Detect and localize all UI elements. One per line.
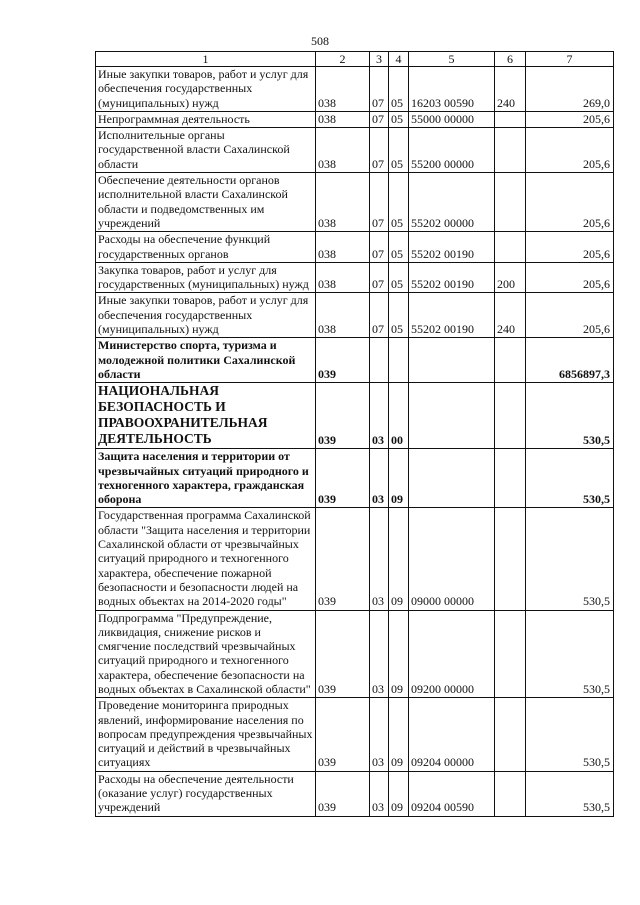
row-name-cell: Исполнительные органы государственной власти Сахалинской области bbox=[96, 128, 316, 173]
expense-type-cell bbox=[495, 508, 526, 610]
subsection-code-cell: 05 bbox=[389, 173, 409, 232]
table-row bbox=[96, 771, 614, 816]
amount-cell: 205,6 bbox=[526, 232, 614, 263]
amount-cell: 205,6 bbox=[526, 128, 614, 173]
subsection-code-cell: 05 bbox=[389, 232, 409, 263]
target-article-cell bbox=[409, 338, 495, 383]
subsection-code-cell: 09 bbox=[389, 508, 409, 610]
table-row bbox=[96, 698, 614, 771]
expense-type-cell: 200 bbox=[495, 262, 526, 293]
ministry-code-cell: 039 bbox=[316, 610, 370, 698]
column-header: 3 bbox=[370, 52, 389, 67]
expense-type-cell bbox=[495, 338, 526, 383]
amount-cell: 530,5 bbox=[526, 383, 614, 449]
amount-cell: 530,5 bbox=[526, 508, 614, 610]
column-header: 5 bbox=[409, 52, 495, 67]
section-code-cell: 03 bbox=[370, 383, 389, 449]
expense-type-cell bbox=[495, 173, 526, 232]
ministry-code-cell: 038 bbox=[316, 67, 370, 112]
table-row bbox=[96, 67, 614, 112]
ministry-code-cell: 039 bbox=[316, 508, 370, 610]
ministry-code-cell: 039 bbox=[316, 771, 370, 816]
subsection-code-cell: 05 bbox=[389, 111, 409, 127]
section-code-cell: 03 bbox=[370, 508, 389, 610]
amount-cell: 530,5 bbox=[526, 771, 614, 816]
target-article-cell bbox=[409, 449, 495, 508]
section-code-cell: 07 bbox=[370, 173, 389, 232]
target-article-cell: 55202 00190 bbox=[409, 293, 495, 338]
ministry-code-cell: 038 bbox=[316, 293, 370, 338]
amount-cell: 530,5 bbox=[526, 698, 614, 771]
target-article-cell: 09204 00590 bbox=[409, 771, 495, 816]
row-name-cell: Расходы на обеспечение функций государственных органов bbox=[96, 232, 316, 263]
table-row bbox=[96, 383, 614, 449]
ministry-code-cell: 038 bbox=[316, 128, 370, 173]
expense-type-cell bbox=[495, 449, 526, 508]
expense-type-cell bbox=[495, 128, 526, 173]
ministry-code-cell: 039 bbox=[316, 698, 370, 771]
section-code-cell bbox=[370, 338, 389, 383]
ministry-code-cell: 039 bbox=[316, 338, 370, 383]
section-code-cell: 07 bbox=[370, 67, 389, 112]
column-header: 1 bbox=[96, 52, 316, 67]
ministry-code-cell: 038 bbox=[316, 262, 370, 293]
table-row bbox=[96, 173, 614, 232]
column-header: 6 bbox=[495, 52, 526, 67]
subsection-code-cell: 09 bbox=[389, 771, 409, 816]
expense-type-cell: 240 bbox=[495, 67, 526, 112]
expense-type-cell bbox=[495, 232, 526, 263]
table-row bbox=[96, 338, 614, 383]
row-name-cell: Министерство спорта, туризма и молодежной политики Сахалинской области bbox=[96, 338, 316, 383]
row-name-cell: Непрограммная деятельность bbox=[96, 111, 316, 127]
expense-type-cell bbox=[495, 111, 526, 127]
ministry-code-cell: 039 bbox=[316, 383, 370, 449]
table-row bbox=[96, 262, 614, 293]
section-code-cell: 07 bbox=[370, 128, 389, 173]
subsection-code-cell: 09 bbox=[389, 610, 409, 698]
target-article-cell: 55202 00190 bbox=[409, 262, 495, 293]
ministry-code-cell: 038 bbox=[316, 173, 370, 232]
row-name-cell: Расходы на обеспечение деятельности (оказание услуг) государственных учреждений bbox=[96, 771, 316, 816]
ministry-code-cell: 038 bbox=[316, 232, 370, 263]
column-header: 7 bbox=[526, 52, 614, 67]
page-number: 508 bbox=[311, 34, 329, 48]
section-code-cell: 07 bbox=[370, 262, 389, 293]
subsection-code-cell: 05 bbox=[389, 293, 409, 338]
table-row bbox=[96, 508, 614, 610]
section-code-cell: 07 bbox=[370, 293, 389, 338]
target-article-cell: 55200 00000 bbox=[409, 128, 495, 173]
row-name-cell: Закупка товаров, работ и услуг для государственных (муниципальных) нужд bbox=[96, 262, 316, 293]
table-row bbox=[96, 610, 614, 698]
amount-cell: 205,6 bbox=[526, 173, 614, 232]
table-row bbox=[96, 111, 614, 127]
section-code-cell: 07 bbox=[370, 111, 389, 127]
target-article-cell: 09000 00000 bbox=[409, 508, 495, 610]
expense-type-cell bbox=[495, 610, 526, 698]
expense-type-cell bbox=[495, 383, 526, 449]
target-article-cell: 09204 00000 bbox=[409, 698, 495, 771]
amount-cell: 530,5 bbox=[526, 610, 614, 698]
row-name-cell: Подпрограмма "Предупреждение, ликвидация, снижение рисков и смягчение последствий чрезвычайных ситуаций природного и техногенного характера, обеспечение безопасности на водных объектах в Сахалинской области" bbox=[96, 610, 316, 698]
column-header: 4 bbox=[389, 52, 409, 67]
amount-cell: 269,0 bbox=[526, 67, 614, 112]
target-article-cell: 55202 00190 bbox=[409, 232, 495, 263]
column-header: 2 bbox=[316, 52, 370, 67]
target-article-cell: 16203 00590 bbox=[409, 67, 495, 112]
target-article-cell: 55202 00000 bbox=[409, 173, 495, 232]
target-article-cell: 09200 00000 bbox=[409, 610, 495, 698]
amount-cell: 205,6 bbox=[526, 111, 614, 127]
section-code-cell: 07 bbox=[370, 232, 389, 263]
row-name-cell: Иные закупки товаров, работ и услуг для обеспечения государственных (муниципальных) нужд bbox=[96, 293, 316, 338]
amount-cell: 530,5 bbox=[526, 449, 614, 508]
row-name-cell: НАЦИОНАЛЬНАЯ БЕЗОПАСНОСТЬ И ПРАВООХРАНИТЕЛЬНАЯ ДЕЯТЕЛЬНОСТЬ bbox=[96, 383, 316, 449]
table-row bbox=[96, 449, 614, 508]
subsection-code-cell: 05 bbox=[389, 67, 409, 112]
expense-type-cell bbox=[495, 771, 526, 816]
row-name-cell: Проведение мониторинга природных явлений, информирование населения по вопросам предупреждения чрезвычайных ситуаций и действий в чрезвычайных ситуациях bbox=[96, 698, 316, 771]
expense-type-cell bbox=[495, 698, 526, 771]
amount-cell: 205,6 bbox=[526, 293, 614, 338]
ministry-code-cell: 039 bbox=[316, 449, 370, 508]
budget-table bbox=[95, 51, 614, 817]
subsection-code-cell: 09 bbox=[389, 449, 409, 508]
subsection-code-cell: 00 bbox=[389, 383, 409, 449]
row-name-cell: Защита населения и территории от чрезвычайных ситуаций природного и техногенного характера, гражданская оборона bbox=[96, 449, 316, 508]
target-article-cell: 55000 00000 bbox=[409, 111, 495, 127]
subsection-code-cell: 05 bbox=[389, 128, 409, 173]
ministry-code-cell: 038 bbox=[316, 111, 370, 127]
subsection-code-cell: 09 bbox=[389, 698, 409, 771]
table-row bbox=[96, 232, 614, 263]
row-name-cell: Обеспечение деятельности органов исполнительной власти Сахалинской области и подведомственных им учреждений bbox=[96, 173, 316, 232]
row-name-cell: Иные закупки товаров, работ и услуг для обеспечения государственных (муниципальных) нужд bbox=[96, 67, 316, 112]
target-article-cell bbox=[409, 383, 495, 449]
table-row bbox=[96, 128, 614, 173]
section-code-cell: 03 bbox=[370, 698, 389, 771]
subsection-code-cell bbox=[389, 338, 409, 383]
expense-type-cell: 240 bbox=[495, 293, 526, 338]
row-name-cell: Государственная программа Сахалинской области "Защита населения и территории Сахалинской области от чрезвычайных ситуаций природного и техногенного характера, обеспечение пожарной безопасности и безопасности людей на водных объектах на 2014-2020 годы" bbox=[96, 508, 316, 610]
table-header-row bbox=[96, 52, 614, 67]
subsection-code-cell: 05 bbox=[389, 262, 409, 293]
section-code-cell: 03 bbox=[370, 610, 389, 698]
amount-cell: 205,6 bbox=[526, 262, 614, 293]
table-row bbox=[96, 293, 614, 338]
section-code-cell: 03 bbox=[370, 771, 389, 816]
section-code-cell: 03 bbox=[370, 449, 389, 508]
amount-cell: 6856897,3 bbox=[526, 338, 614, 383]
